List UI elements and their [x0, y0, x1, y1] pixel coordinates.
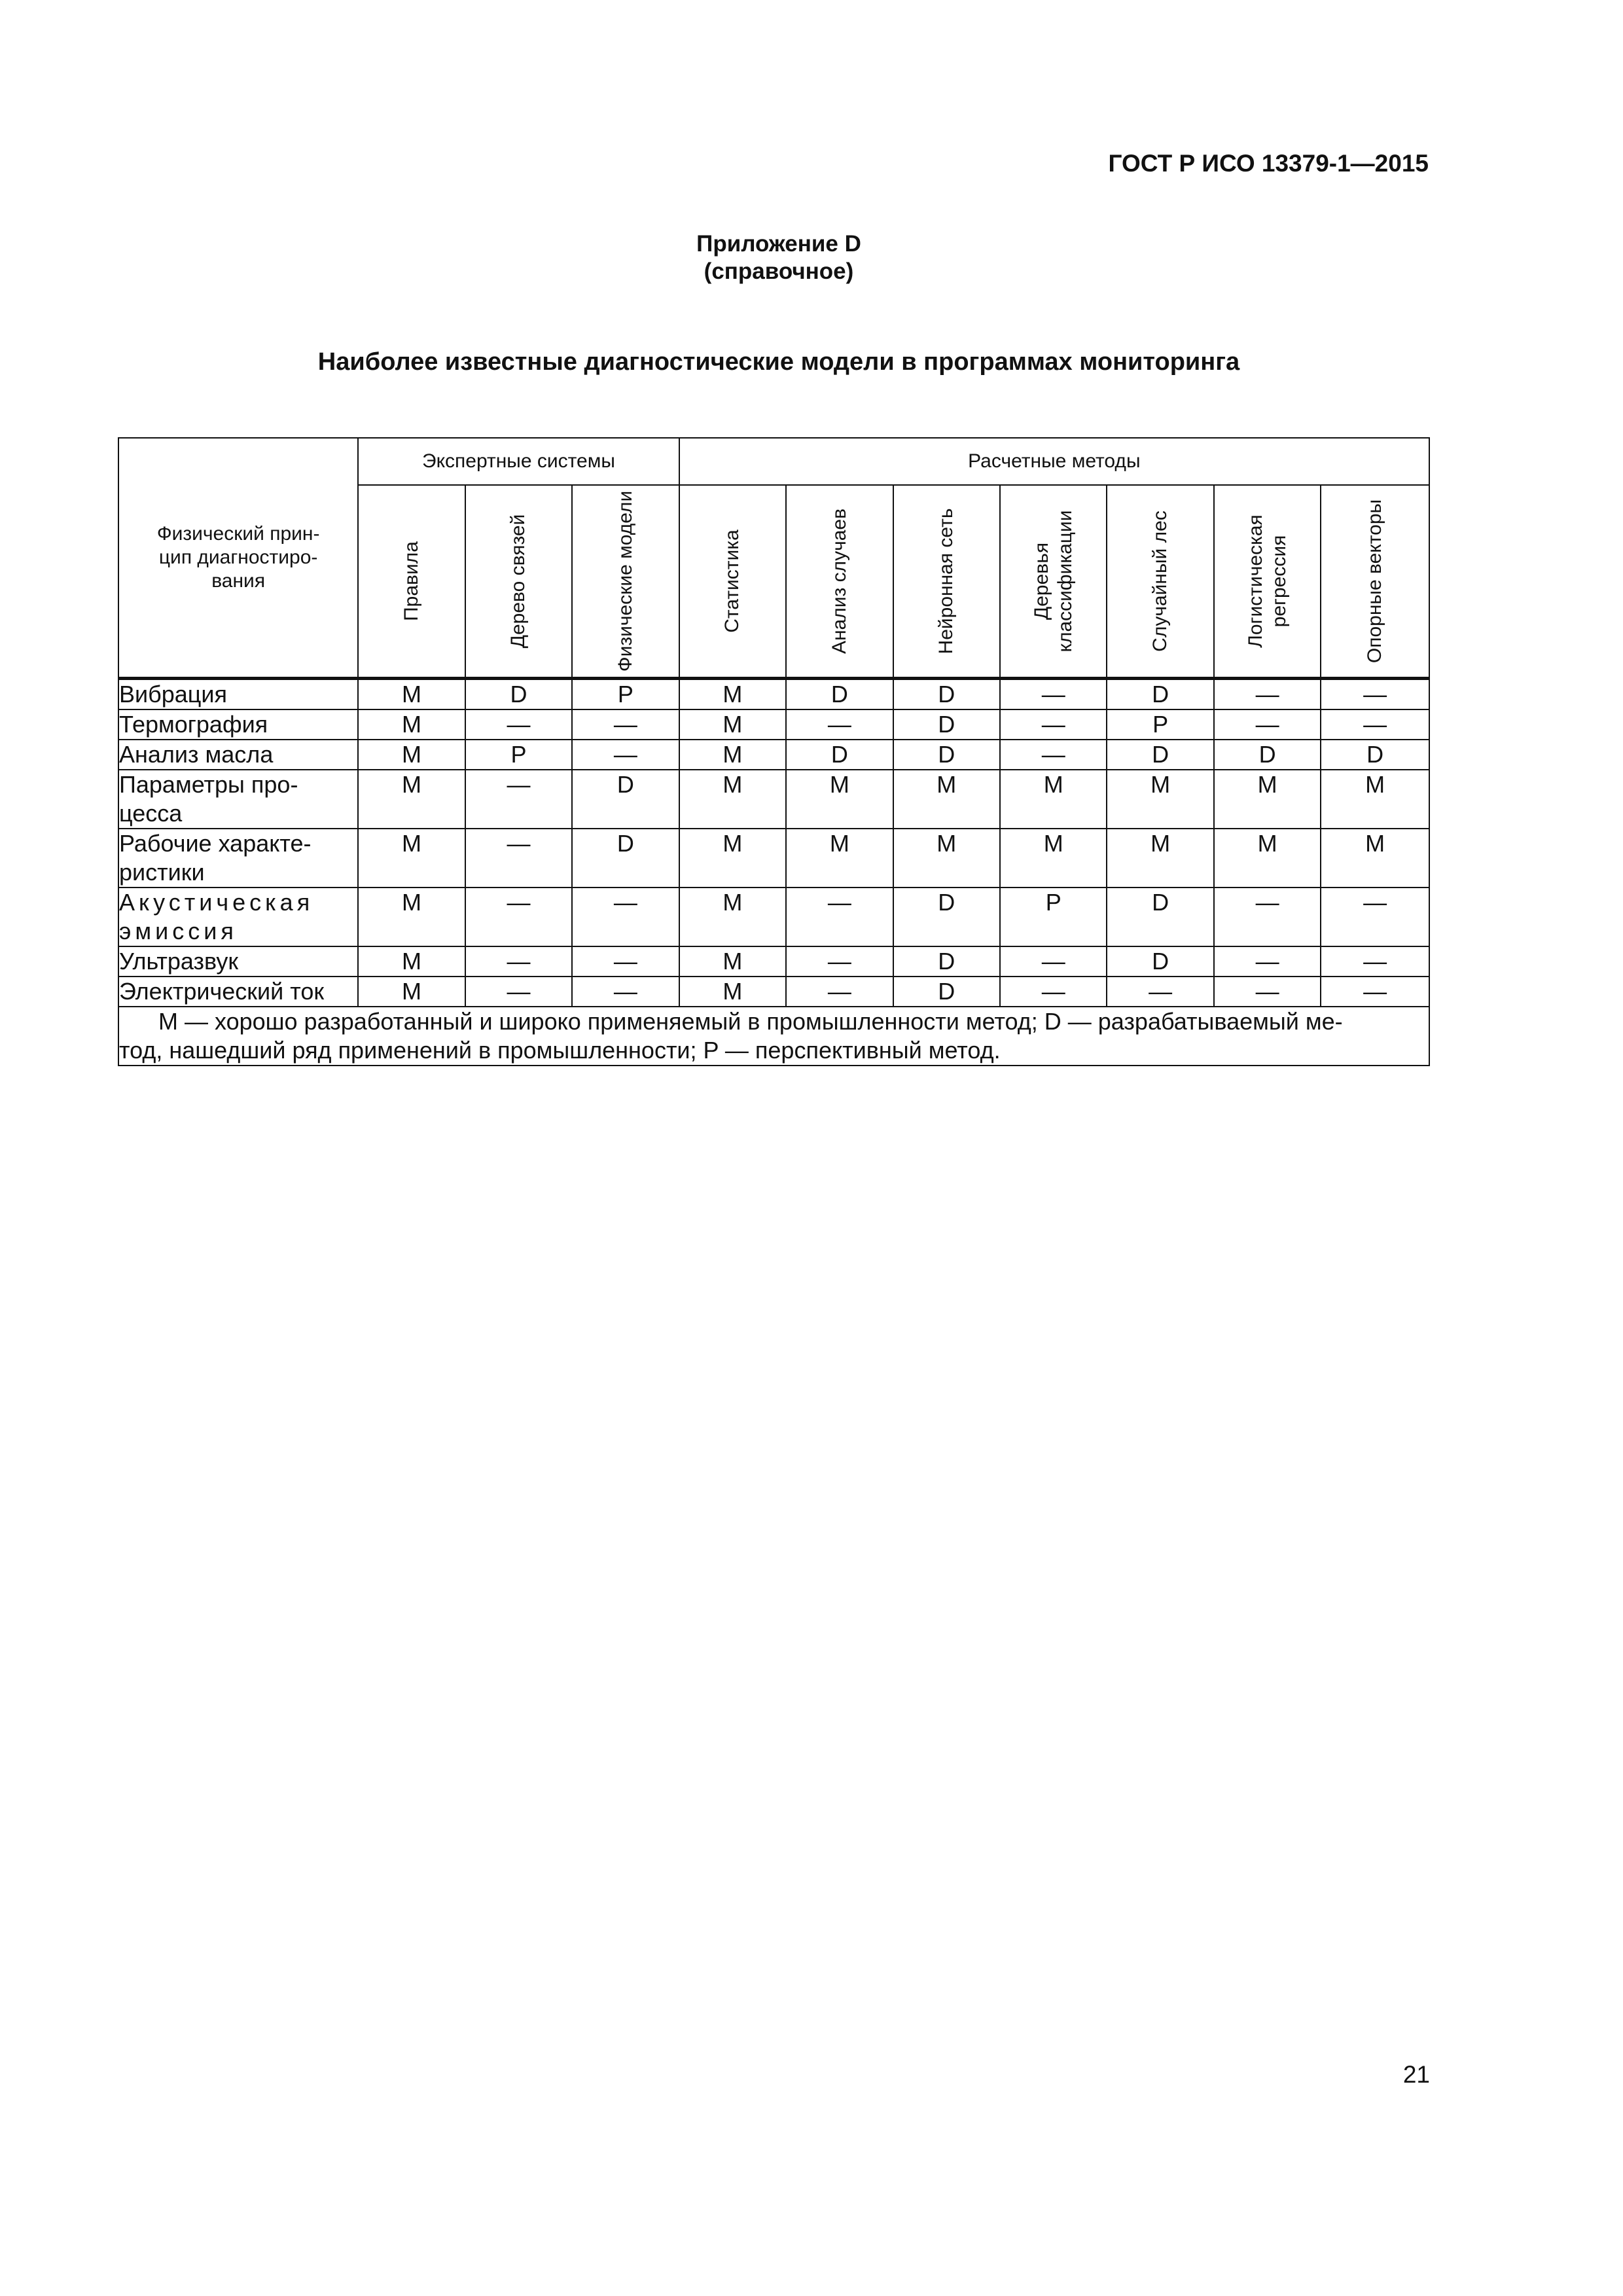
- diagnostic-models-table: [118, 437, 1430, 1066]
- table-cell: —: [1000, 946, 1107, 977]
- table-cell: —: [786, 977, 893, 1007]
- table-cell: —: [786, 709, 893, 740]
- row-label: Вибрация: [118, 679, 358, 710]
- table-cell: M: [893, 829, 1000, 888]
- table-cell: D: [786, 679, 893, 710]
- table-cell: M: [1000, 770, 1107, 829]
- table-cell: D: [893, 977, 1000, 1007]
- table-cell: —: [465, 946, 572, 977]
- table-cell: —: [1214, 888, 1321, 946]
- table-cell: M: [679, 977, 786, 1007]
- table-cell: D: [1107, 888, 1213, 946]
- method-header-classification-trees: [1000, 485, 1107, 679]
- table-row: [118, 946, 1429, 977]
- method-header-link-tree: [465, 485, 572, 679]
- table-cell: —: [786, 888, 893, 946]
- table-cell: M: [679, 740, 786, 770]
- method-header-label: Логистическая регрессия: [1244, 514, 1290, 648]
- table-cell: M: [358, 946, 465, 977]
- row-label: Рабочие характе- ристики: [118, 829, 358, 888]
- table-cell: D: [893, 740, 1000, 770]
- method-header-label: Нейронная сеть: [935, 508, 957, 655]
- table-row: [118, 740, 1429, 770]
- table-cell: —: [1214, 679, 1321, 710]
- row-label: Анализ масла: [118, 740, 358, 770]
- annex-title: Приложение D: [696, 231, 861, 257]
- table-cell: P: [572, 679, 679, 710]
- method-header-label: Опорные векторы: [1364, 499, 1386, 664]
- method-header-neural-network: [893, 485, 1000, 679]
- method-header-support-vectors: [1321, 485, 1429, 679]
- table-cell: D: [786, 740, 893, 770]
- table-cell: D: [893, 679, 1000, 710]
- table-cell: P: [465, 740, 572, 770]
- table-cell: P: [1107, 709, 1213, 740]
- table-cell: M: [1214, 770, 1321, 829]
- table-cell: M: [679, 888, 786, 946]
- method-header-label: Правила: [401, 541, 422, 621]
- table-cell: —: [1214, 946, 1321, 977]
- table-cell: M: [358, 709, 465, 740]
- table-cell: D: [893, 709, 1000, 740]
- table-cell: D: [1107, 679, 1213, 710]
- method-header-label: Деревья классификации: [1030, 510, 1076, 653]
- table-cell: —: [572, 740, 679, 770]
- table-cell: —: [786, 946, 893, 977]
- table-cell: M: [679, 709, 786, 740]
- table-row: [118, 770, 1429, 829]
- table-cell: D: [572, 829, 679, 888]
- method-header-label: Анализ случаев: [828, 508, 850, 655]
- table-cell: —: [465, 829, 572, 888]
- table-row: [118, 888, 1429, 946]
- method-header-label: Статистика: [721, 529, 743, 633]
- physical-principle-header: [118, 438, 358, 679]
- table-cell: M: [679, 946, 786, 977]
- table-cell: D: [465, 679, 572, 710]
- table-cell: D: [1214, 740, 1321, 770]
- table-cell: D: [893, 888, 1000, 946]
- method-header-physical-models: [572, 485, 679, 679]
- row-label: Термография: [118, 709, 358, 740]
- table-cell: —: [1214, 977, 1321, 1007]
- table-cell: —: [1321, 946, 1429, 977]
- row-label: Акустическая эмиссия: [118, 888, 358, 946]
- method-header-logistic-regression: [1214, 485, 1321, 679]
- standard-code: ГОСТ Р ИСО 13379-1—2015: [1108, 150, 1429, 177]
- row-label: Электрический ток: [118, 977, 358, 1007]
- table-cell: —: [1000, 977, 1107, 1007]
- table-cell: M: [1214, 829, 1321, 888]
- table-cell: M: [679, 829, 786, 888]
- table-cell: —: [1321, 679, 1429, 710]
- table-cell: —: [572, 709, 679, 740]
- table-cell: —: [465, 709, 572, 740]
- table-row: [118, 679, 1429, 710]
- table-cell: M: [358, 888, 465, 946]
- table-cell: M: [1321, 770, 1429, 829]
- table-cell: M: [358, 679, 465, 710]
- method-header-label: Дерево связей: [507, 514, 529, 649]
- table-cell: D: [1107, 740, 1213, 770]
- table-cell: D: [1321, 740, 1429, 770]
- table-cell: M: [358, 740, 465, 770]
- method-header-label: Физические модели: [614, 490, 636, 672]
- row-label: Параметры про- цесса: [118, 770, 358, 829]
- table-cell: —: [1000, 709, 1107, 740]
- table-cell: —: [465, 770, 572, 829]
- table-cell: —: [1321, 888, 1429, 946]
- table-cell: P: [1000, 888, 1107, 946]
- table-cell: —: [1321, 709, 1429, 740]
- table-cell: M: [1107, 829, 1213, 888]
- table-note-row: [118, 1007, 1429, 1066]
- table-cell: —: [1321, 977, 1429, 1007]
- physical-principle-header-text: Физический прин- цип диагностиро- вания: [156, 523, 320, 592]
- table-cell: —: [572, 888, 679, 946]
- table-cell: M: [786, 829, 893, 888]
- page-number: 21: [1402, 2061, 1430, 2088]
- table-cell: —: [1000, 740, 1107, 770]
- table-cell: —: [465, 977, 572, 1007]
- computational-methods-group-header: Расчетные методы: [679, 438, 1429, 485]
- table-row: [118, 977, 1429, 1007]
- table-cell: M: [679, 770, 786, 829]
- document-title: Наиболее известные диагностические модели в программах мониторинга: [317, 348, 1240, 376]
- table-cell: M: [1107, 770, 1213, 829]
- table-cell: M: [893, 770, 1000, 829]
- table-body: [118, 679, 1429, 1066]
- method-header-rules: [358, 485, 465, 679]
- table-cell: M: [358, 829, 465, 888]
- table-cell: D: [893, 946, 1000, 977]
- method-header-case-analysis: [786, 485, 893, 679]
- method-header-random-forest: [1107, 485, 1213, 679]
- annex-type: (справочное): [704, 259, 854, 284]
- table-cell: —: [572, 946, 679, 977]
- expert-systems-group-header: Экспертные системы: [358, 438, 679, 485]
- table-cell: M: [786, 770, 893, 829]
- table-row: [118, 709, 1429, 740]
- table-cell: D: [572, 770, 679, 829]
- method-header-statistics: [679, 485, 786, 679]
- table-cell: M: [1321, 829, 1429, 888]
- table-cell: —: [465, 888, 572, 946]
- table-note: M — хорошо разработанный и широко применяемый в промышленности метод; D — разрабатываемый ме- тод, нашедший ряд применений в промышленности; P — перспективный метод.: [118, 1007, 1429, 1066]
- table-cell: M: [358, 977, 465, 1007]
- table-cell: —: [1000, 679, 1107, 710]
- table-cell: M: [679, 679, 786, 710]
- table-row: [118, 829, 1429, 888]
- row-label: Ультразвук: [118, 946, 358, 977]
- table-cell: —: [1214, 709, 1321, 740]
- table-cell: M: [358, 770, 465, 829]
- table-cell: D: [1107, 946, 1213, 977]
- table-cell: —: [572, 977, 679, 1007]
- method-header-label: Случайный лес: [1149, 511, 1171, 652]
- table-cell: —: [1107, 977, 1213, 1007]
- table-cell: M: [1000, 829, 1107, 888]
